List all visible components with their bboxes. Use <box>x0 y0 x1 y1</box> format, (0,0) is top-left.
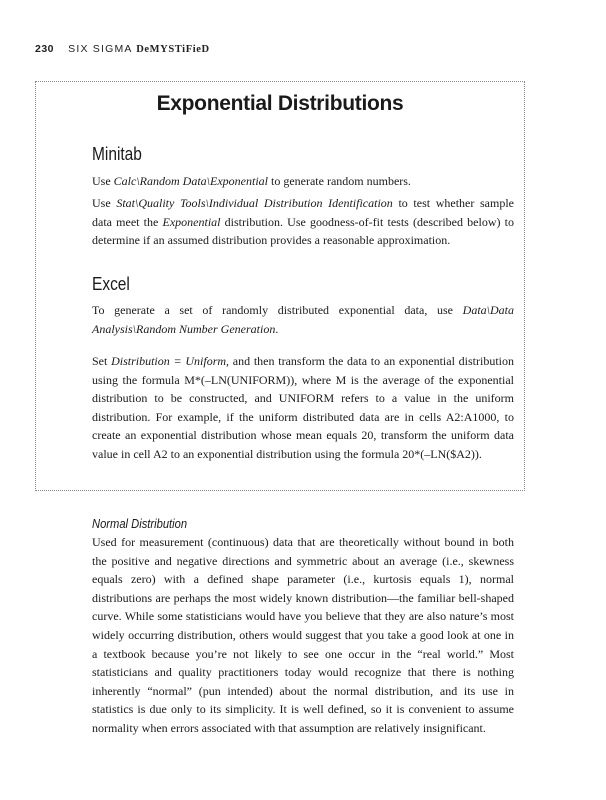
book-title-prefix: SIX SIGMA <box>68 43 133 55</box>
sidebar-box <box>35 81 525 491</box>
excel-paragraph-1: To generate a set of randomly distributed exponential data, use Data\Data Analysis\Random Number Generation. <box>92 303 514 336</box>
page-number: 230 <box>35 43 55 55</box>
running-head <box>35 43 210 55</box>
excel-heading: Excel <box>92 274 130 294</box>
minitab-paragraph-2: Use Stat\Quality Tools\Individual Distribution Identification to test whether sample data meet the Exponential distribution. Use goodness-of-fit tests (described below) to determine if an assumed distribution provides a reasonable approximation. <box>92 196 515 247</box>
sidebar-title: Exponential Distributions <box>156 92 404 115</box>
excel-paragraph-2: Set Distribution = Uniform, and then transform the data to an exponential distribution using the formula M*(–LN(UNIFORM)), where M is the average of the exponential distribution to be constructed, and UNIFORM refers to a value in the uniform distribution. For example, if the uniform distributed data are in cells A2:A1000, to create an exponential distribution whose mean equals 20, transform the uniform data value in cell A2 to an exponential distribution using the formula 20*(–LN($A2)). <box>92 354 514 461</box>
minitab-heading: Minitab <box>92 144 142 164</box>
book-title-suffix: DeMYSTiFieD <box>136 44 210 55</box>
normal-distribution-heading: Normal Distribution <box>92 516 188 531</box>
minitab-paragraph-1: Use Calc\Random Data\Exponential to generate random numbers. <box>92 174 411 188</box>
normal-distribution-paragraph: Used for measurement (continuous) data that are theoretically without bound in both the positive and negative directions and symmetric about an average (i.e., skewness equals zero) with a defined shape parameter (i.e., kurtosis equals 1), normal distributions are perhaps the most widely known distribution—the familiar bell-shaped curve. While some statisticians would have you believe that they are also nature’s most widely occurring distribution, others would suggest that you take a good look at one in a textbook because you’re not likely to see one occur in the “real world.” Most statisticians and quality practitioners today would recognize that there is nothing inherently “normal” (pun intended) about the normal distribution, and its use in statistics is due only to its simplicity. It is well defined, so it is convenient to assume normality when errors associated with that assumption are relatively insignificant. <box>92 535 514 735</box>
